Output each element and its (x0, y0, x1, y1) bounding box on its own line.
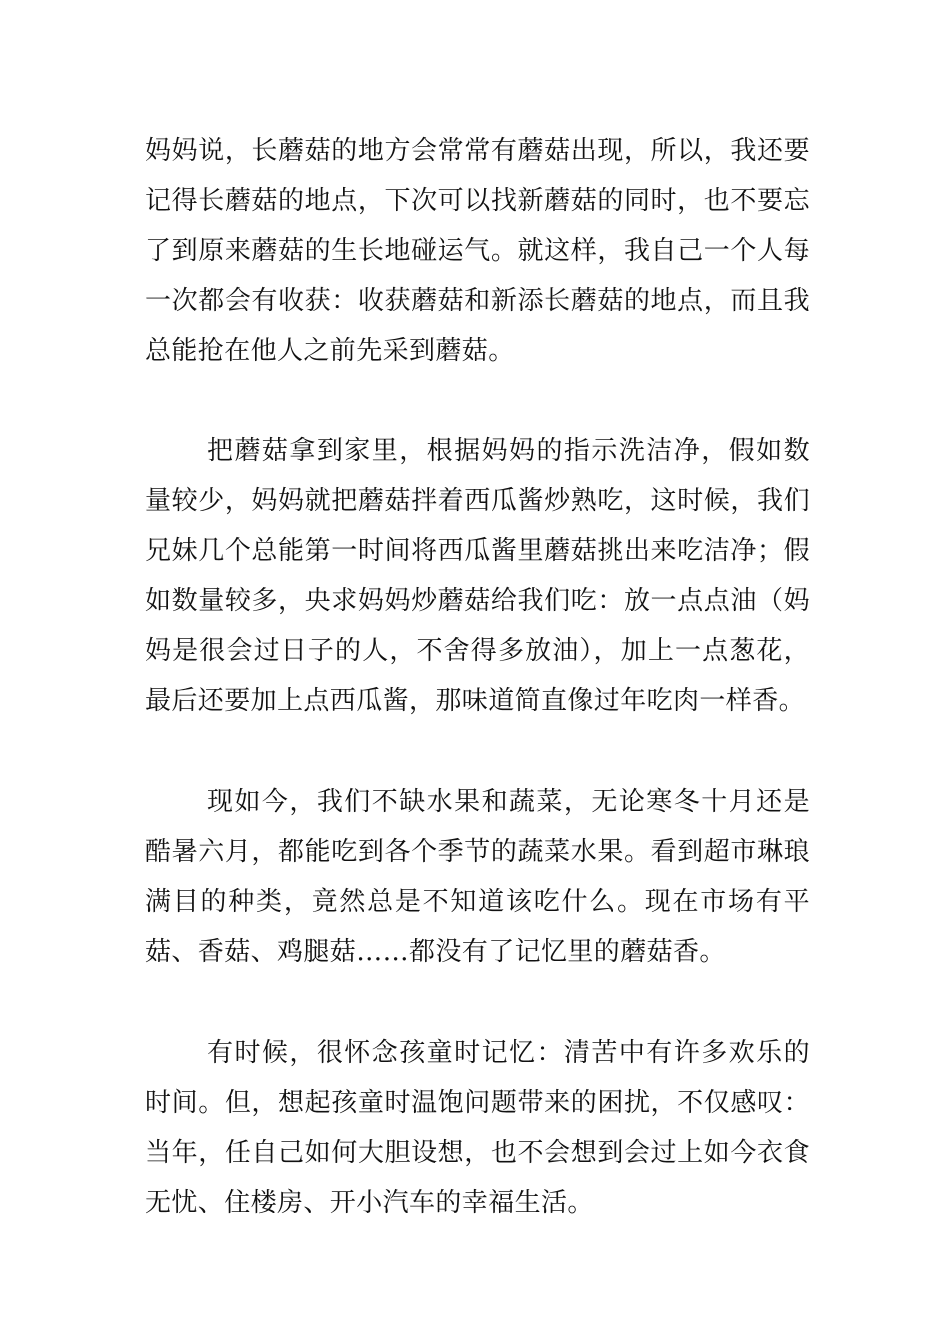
paragraph-3: 现如今，我们不缺水果和蔬菜，无论寒冬十月还是酷暑六月，都能吃到各个季节的蔬菜水果。看到超市琳琅满目的种类，竟然总是不知道该吃什么。现在市场有平菇、香菇、鸡腿菇……都没有了记忆里的蘑菇香。 (145, 787, 810, 967)
document-page (145, 126, 810, 1228)
paragraph-4: 有时候，很怀念孩童时记忆：清苦中有许多欢乐的时间。但，想起孩童时温饱问题带来的困扰，不仅感叹：当年，任自己如何大胆设想，也不会想到会过上如今衣食无忧、住楼房、开小汽车的幸福生活。 (145, 1038, 810, 1218)
paragraph-2: 把蘑菇拿到家里，根据妈妈的指示洗洁净，假如数量较少，妈妈就把蘑菇拌着西瓜酱炒熟吃，这时候，我们兄妹几个总能第一时间将西瓜酱里蘑菇挑出来吃洁净；假如数量较多，央求妈妈炒蘑菇给我们吃：放一点点油（妈妈是很会过日子的人，不舍得多放油），加上一点葱花，最后还要加上点西瓜酱，那味道简直像过年吃肉一样香。 (145, 436, 810, 716)
paragraph-1: 妈妈说，长蘑菇的地方会常常有蘑菇出现，所以，我还要记得长蘑菇的地点，下次可以找新蘑菇的同时，也不要忘了到原来蘑菇的生长地碰运气。就这样，我自己一个人每一次都会有收获：收获蘑菇和新添长蘑菇的地点，而且我总能抢在他人之前先采到蘑菇。 (145, 136, 810, 366)
